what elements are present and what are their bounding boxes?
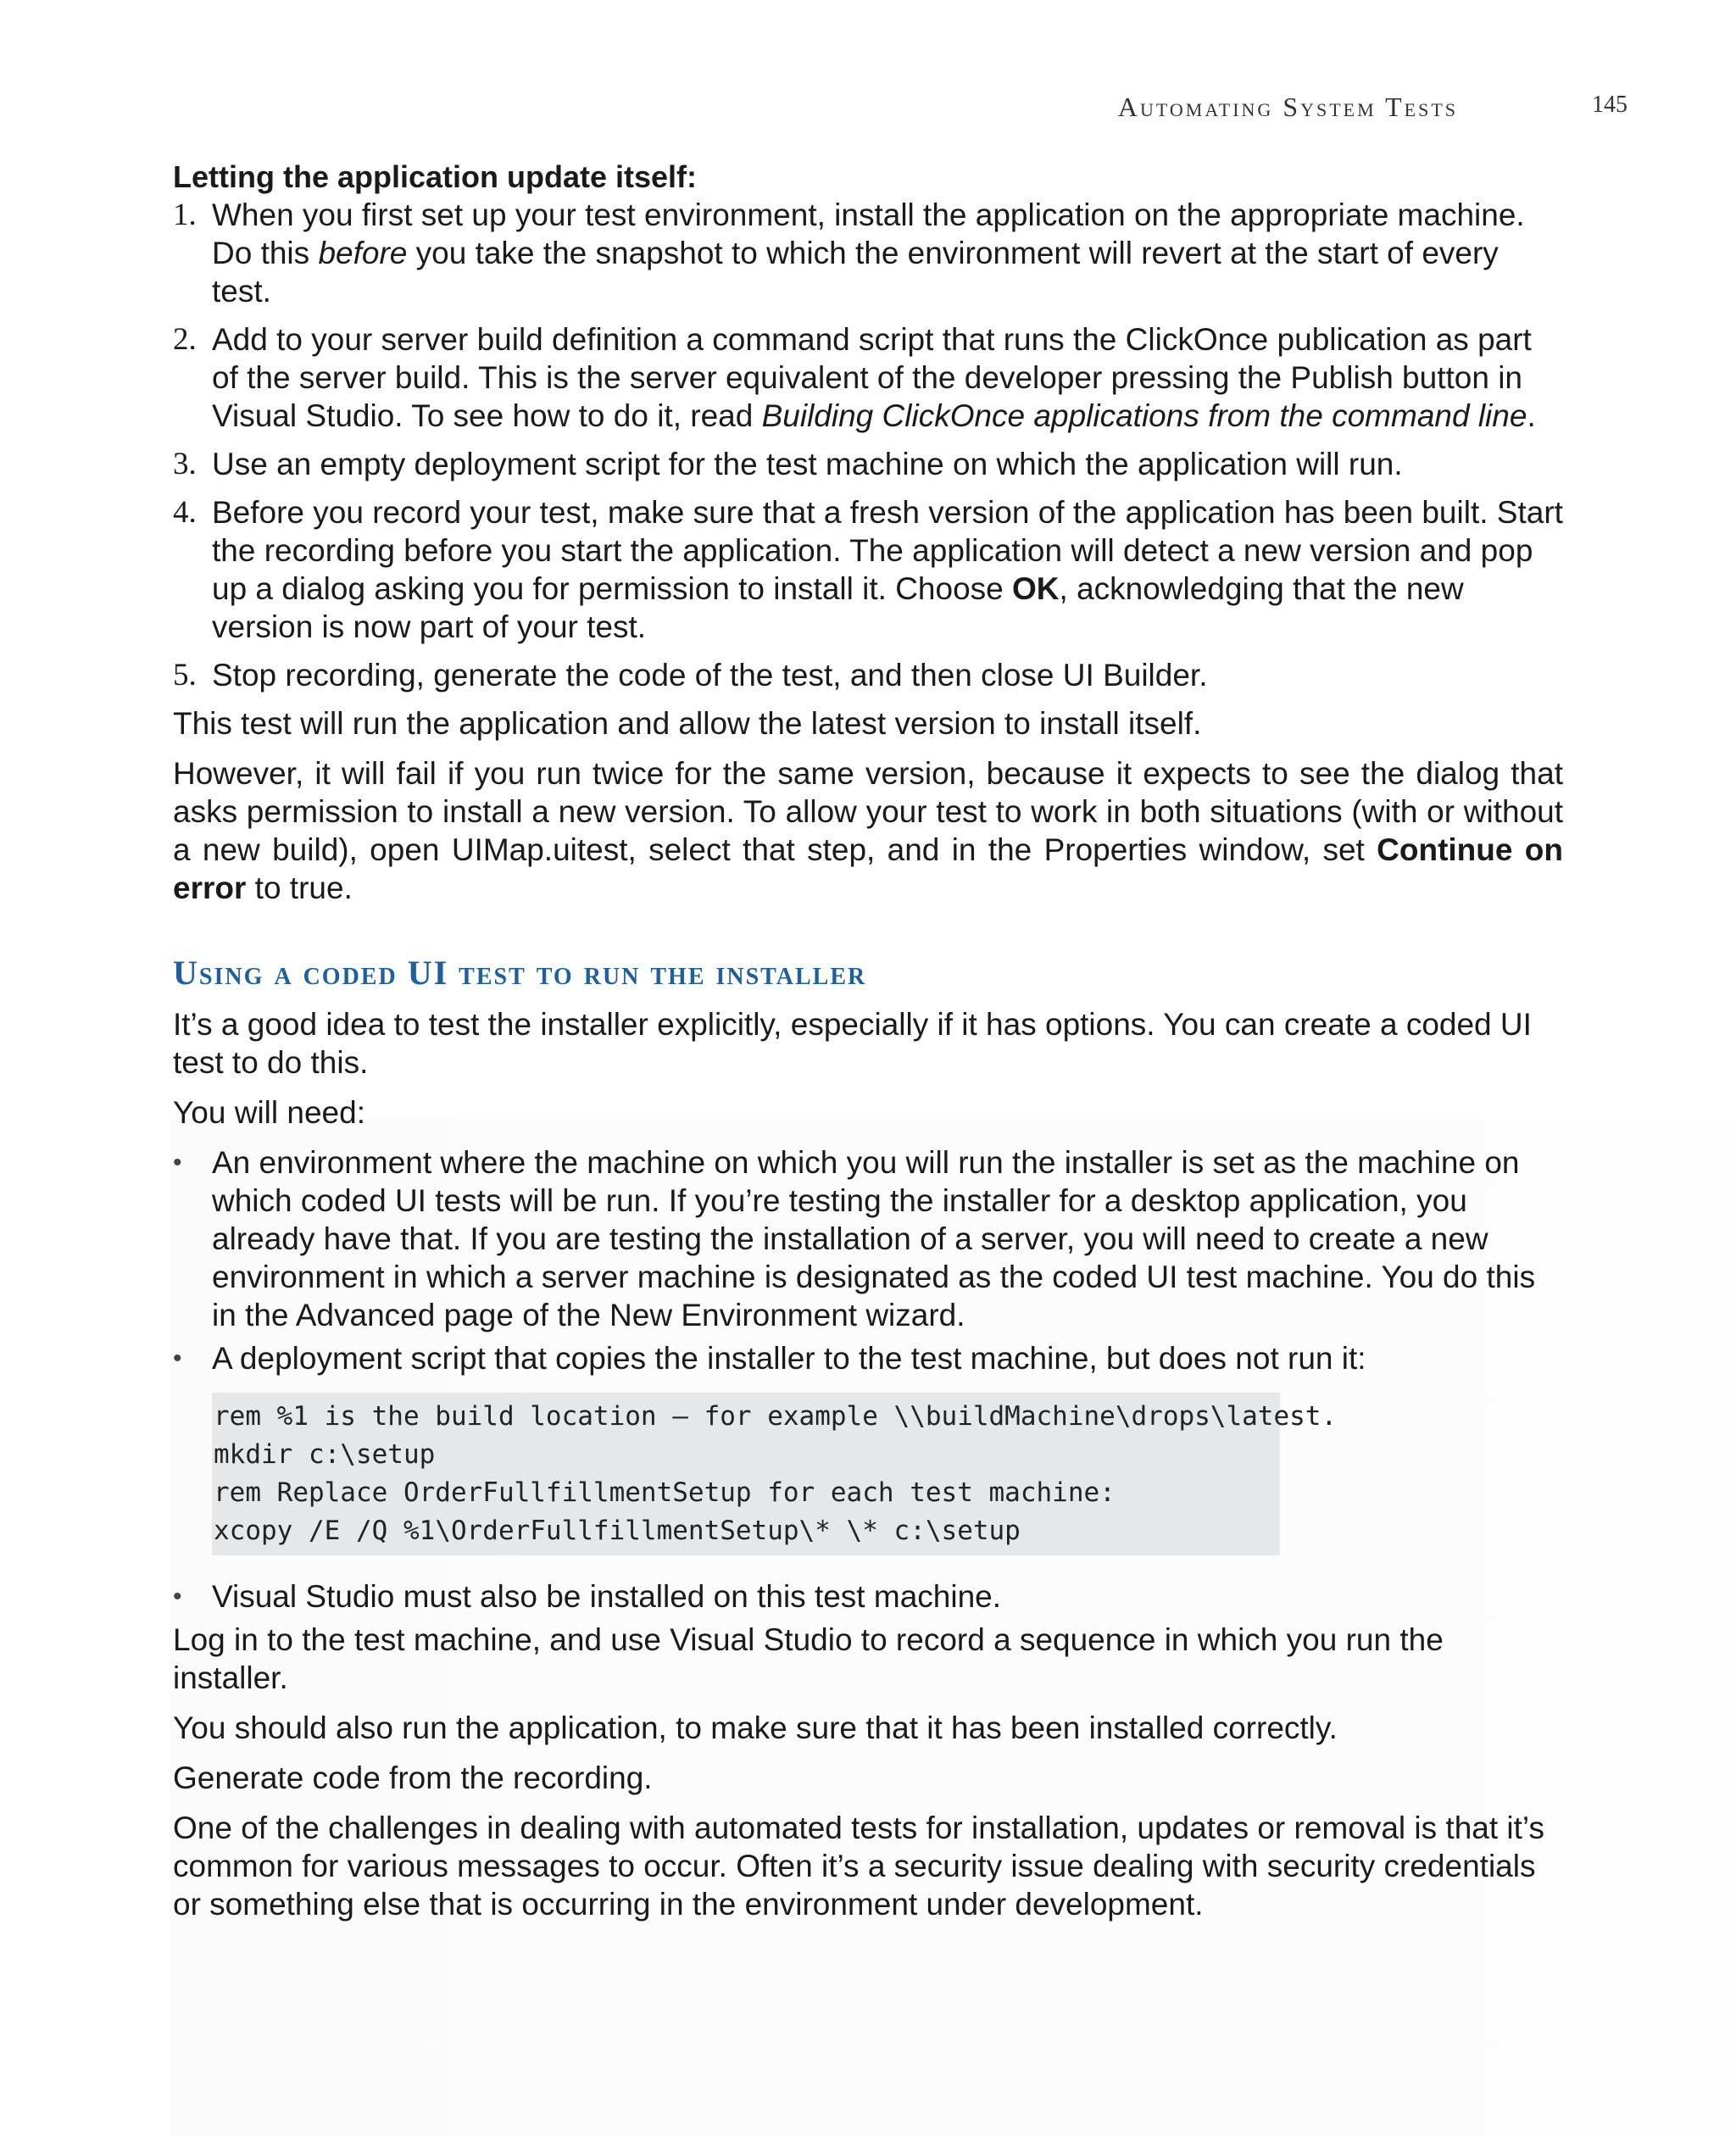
step-text: , acknowledging that the new version is now part of your test. [212, 571, 1464, 644]
code-line: mkdir c:\setup [214, 1439, 436, 1470]
code-line: rem Replace OrderFullfillmentSetup for each test machine: [214, 1477, 1116, 1508]
paragraph-generate-code: Generate code from the recording. [173, 1761, 653, 1795]
step-number: 5. [173, 658, 197, 693]
requirements-list-continued [173, 1577, 1563, 1616]
paragraph-strong: Continue on error [173, 832, 1563, 905]
code-block [212, 1393, 1338, 1555]
subhead-letting-update: Letting the application update itself: [173, 159, 698, 194]
requirements-list [173, 1143, 1563, 1377]
code-line: rem %1 is the build location – for example \\buildMachine\drops\latest. [214, 1401, 1338, 1432]
step-number: 2. [173, 322, 197, 357]
step-text: Stop recording, generate the code of the test, and then close UI Builder. [212, 658, 1208, 693]
bullet-icon: • [173, 1344, 182, 1372]
code-line: xcopy /E /Q %1\OrderFullfillmentSetup\* \* c:\setup [214, 1516, 1021, 1546]
page-body [173, 158, 1563, 1935]
step-text: Before you record your test, make sure that a fresh version of the application has been built. Start the recording before you start the application. The application will detect a new version and pop up a dialog asking you for permission to install it. Choose [212, 495, 1563, 606]
step-emphasis: Building ClickOnce applications from the command line [761, 398, 1527, 433]
step-text: Add to your server build definition a command script that runs the ClickOnce publication as part of the server build. This is the server equivalent of the developer pressing the Publish button in Visual Studio. To see how to do it, read [212, 322, 1532, 433]
list-item-text: An environment where the machine on which you will run the installer is set as the machine on which coded UI tests will be run. If you’re testing the installer for a desktop application, you already have that. If you are testing the installation of a server, you will need to create a new environment in which a server machine is designated as the coded UI test machine. You do this in the Advanced page of the New Environment wizard. [212, 1145, 1536, 1332]
step-number: 3. [173, 447, 197, 481]
step-text: Use an empty deployment script for the test machine on which the application will run. [212, 447, 1403, 481]
steps-list [173, 196, 1563, 694]
step-number: 4. [173, 495, 197, 530]
step-strong: OK [1012, 571, 1060, 606]
paragraph-text: However, it will fail if you run twice for the same version, because it expects to see the dialog that asks permission to install a new version. To allow your test to work in both situations (with or without a new build), open UIMap.uitest, select that step, and in the Properties window, set [173, 756, 1563, 867]
list-item [173, 1339, 1563, 1377]
list-item-text: Visual Studio must also be installed on this test machine. [212, 1579, 1001, 1614]
section-heading-installer: Using a coded UI test to run the installer [173, 954, 867, 992]
step-item-2 [173, 320, 1563, 435]
step-item-3 [173, 445, 1563, 483]
step-number: 1. [173, 197, 197, 232]
paragraph-run-app: You should also run the application, to make sure that it has been installed correctly. [173, 1710, 1338, 1745]
list-item [173, 1143, 1563, 1334]
step-emphasis: before [318, 236, 408, 270]
paragraph-continue-on-error [173, 754, 1563, 907]
bullet-icon: • [173, 1149, 182, 1176]
list-item-text: A deployment script that copies the installer to the test machine, but does not run it: [212, 1341, 1366, 1376]
paragraph-you-will-need: You will need: [173, 1095, 365, 1130]
running-header: Automating System Tests [1117, 92, 1458, 122]
page-number: 145 [1592, 92, 1628, 118]
paragraph-latest-version: This test will run the application and allow the latest version to install itself. [173, 706, 1202, 741]
step-item-4 [173, 493, 1563, 646]
paragraph-challenges: One of the challenges in dealing with automated tests for installation, updates or removal is that it’s common for various messages to occur. Often it’s a security issue dealing with security credentials or something else that is occurring in the environment under development. [173, 1811, 1544, 1922]
list-item [173, 1577, 1563, 1616]
step-text: . [1527, 398, 1536, 433]
step-item-5 [173, 656, 1563, 694]
bullet-icon: • [173, 1583, 182, 1610]
paragraph-log-in: Log in to the test machine, and use Visual Studio to record a sequence in which you run the installer. [173, 1622, 1444, 1695]
step-text: When you first set up your test environment, install the application on the appropriate machine. Do this [212, 197, 1525, 270]
step-item-1 [173, 196, 1563, 310]
step-text: you take the snapshot to which the environment will revert at the start of every test. [212, 236, 1499, 309]
paragraph-text: to true. [246, 871, 353, 905]
paragraph-intro: It’s a good idea to test the installer explicitly, especially if it has options. You can create a coded UI test to do this. [173, 1007, 1532, 1080]
